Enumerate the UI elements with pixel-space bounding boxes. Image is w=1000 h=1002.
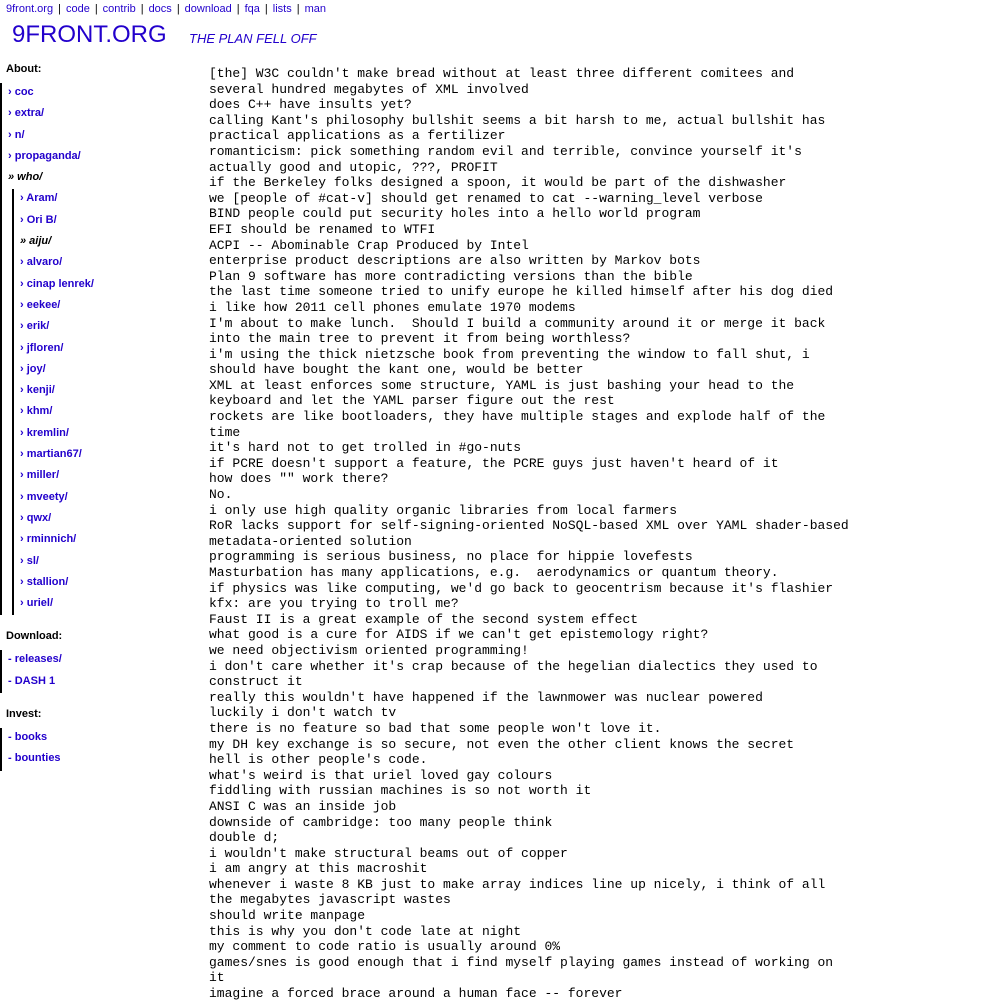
quote-line: should write manpage [209, 908, 366, 924]
invest-item-bounties[interactable]: - bounties [0, 749, 196, 770]
who-item-kenji[interactable]: › kenji/ [12, 381, 196, 402]
nav-separator: | [236, 3, 240, 15]
quote-line: ANSI C was an inside job [209, 798, 397, 814]
about-menu [0, 83, 196, 615]
nav-link-docs[interactable]: docs [148, 3, 172, 15]
who-submenu [2, 189, 196, 615]
nav-separator: | [264, 3, 268, 15]
quote-line: if the Berkeley folks designed a spoon, it would be part of the dishwasher [209, 175, 787, 191]
invest-heading: Invest: [6, 708, 42, 721]
quote-line: the last time someone tried to unify europe he killed himself after his dog died [209, 284, 834, 300]
quote-line: fiddling with russian machines is so not worth it [209, 783, 592, 799]
quote-line: what's weird is that uriel loved gay colours [209, 767, 553, 783]
quote-line: programming is serious business, no place for hippie lovefests [209, 549, 693, 565]
who-item-miller[interactable]: › miller/ [12, 466, 196, 487]
nav-link-man[interactable]: man [304, 3, 326, 15]
quote-line: i am angry at this macroshit [209, 861, 428, 877]
quote-line: [the] W3C couldn't make bread without at least three different comitees and [209, 66, 795, 81]
quote-line: my DH key exchange is so secure, not even the other client knows the secret [209, 736, 795, 752]
quote-line: my comment to code ratio is usually around 0% [209, 939, 561, 955]
who-item-martian67[interactable]: › martian67/ [12, 445, 196, 466]
sidebar-item-n[interactable]: › n/ [0, 126, 196, 147]
nav-separator: | [94, 3, 98, 15]
quote-line: we [people of #cat-v] should get renamed to cat --warning_level verbose [209, 190, 763, 206]
who-item-jfloren[interactable]: › jfloren/ [12, 339, 196, 360]
who-item-uriel[interactable]: › uriel/ [12, 594, 196, 615]
invest-item-books[interactable]: - books [0, 728, 196, 749]
quote-line: if physics was like computing, we'd go back to geocentrism because it's flashier [209, 580, 834, 596]
quote-line: hell is other people's code. [209, 752, 428, 768]
quote-line: BIND people could put security holes into a hello world program [209, 206, 701, 222]
who-item-erik[interactable]: › erik/ [12, 317, 196, 338]
download-heading: Download: [6, 630, 63, 643]
quote-line: how does "" work there? [209, 471, 389, 487]
quote-line: i only use high quality organic libraries from local farmers [209, 502, 678, 518]
who-item-alvaro[interactable]: › alvaro/ [12, 253, 196, 274]
quote-line: RoR lacks support for self-signing-oriented NoSQL-based XML over YAML shader-based [209, 518, 849, 534]
quote-line: rockets are like bootloaders, they have multiple stages and explode half of the [209, 409, 826, 425]
nav-separator: | [296, 3, 300, 15]
sidebar-item-extra[interactable]: › extra/ [0, 104, 196, 125]
nav-link-code[interactable]: code [65, 3, 90, 15]
download-menu [0, 650, 196, 693]
nav-link-download[interactable]: download [184, 3, 232, 15]
quote-line: there is no feature so bad that some people won't love it. [209, 720, 662, 736]
download-item-dash-1[interactable]: - DASH 1 [0, 672, 196, 693]
about-heading: About: [6, 63, 42, 75]
quote-line: if PCRE doesn't support a feature, the PCRE guys just haven't heard of it [209, 455, 779, 471]
quote-line: does C++ have insults yet? [209, 97, 412, 113]
quote-line: we need objectivism oriented programming! [209, 642, 529, 658]
quote-line: romanticism: pick something random evil and terrible, convince yourself it's [209, 143, 802, 159]
nav-link-9front-org[interactable]: 9front.org [6, 3, 54, 15]
nav-separator: | [140, 3, 144, 15]
quote-line: XML at least enforces some structure, YAML is just bashing your head to the [209, 377, 795, 393]
quote-line: it's hard not to get trolled in #go-nuts [209, 440, 522, 456]
quote-line: what good is a cure for AIDS if we can't get epistemology right? [209, 627, 709, 643]
invest-menu [0, 728, 196, 771]
quote-line: luckily i don't watch tv [209, 705, 397, 721]
who-item-khm[interactable]: › khm/ [12, 402, 196, 423]
sidebar-item-propaganda[interactable]: › propaganda/ [0, 147, 196, 168]
who-submenu-wrapper [0, 189, 196, 615]
quote-line: this is why you don't code late at night [209, 923, 522, 939]
quote-line: enterprise product descriptions are also written by Markov bots [209, 253, 701, 269]
nav-link-lists[interactable]: lists [272, 3, 292, 15]
quote-line: construct it [209, 674, 303, 690]
nav-link-fqa[interactable]: fqa [244, 3, 260, 15]
quote-line: ACPI -- Abominable Crap Produced by Intel [209, 237, 529, 253]
nav-separator: | [58, 3, 61, 15]
who-item-joy[interactable]: › joy/ [12, 360, 196, 381]
quote-line: imagine a forced brace around a human face -- forever [209, 986, 623, 1002]
quote-line: downside of cambridge: too many people think [209, 814, 553, 830]
quote-line: the megabytes javascript wastes [209, 892, 451, 908]
quote-line: should have bought the kant one, would be better [209, 362, 584, 378]
who-item-eekee[interactable]: › eekee/ [12, 296, 196, 317]
sidebar-item-coc[interactable]: › coc [0, 83, 196, 104]
nav-link-contrib[interactable]: contrib [102, 3, 136, 15]
download-item-releases[interactable]: - releases/ [0, 650, 196, 671]
quote-line: i wouldn't make structural beams out of copper [209, 845, 568, 861]
quote-line: EFI should be renamed to WTFI [209, 221, 436, 237]
quote-line: i'm using the thick nietzsche book from preventing the window to fall shut, i [209, 346, 810, 362]
quote-line: actually good and utopic, ???, PROFIT [209, 159, 498, 175]
quote-line: kfx: are you trying to troll me? [209, 596, 459, 612]
quote-line: Masturbation has many applications, e.g. aerodynamics or quantum theory. [209, 565, 779, 580]
quote-line: Faust II is a great example of the second system effect [209, 611, 639, 627]
quote-line: double d; [209, 830, 280, 846]
who-item-aram[interactable]: › Aram/ [12, 189, 196, 210]
who-item-sl[interactable]: › sl/ [12, 552, 196, 573]
nav-separator: | [176, 3, 180, 15]
quote-line: time [209, 424, 241, 440]
who-item-cinap-lenrek[interactable]: › cinap lenrek/ [12, 275, 196, 296]
who-item-ori-b[interactable]: › Ori B/ [12, 211, 196, 232]
top-navigation [6, 2, 326, 16]
site-tagline: THE PLAN FELL OFF [189, 31, 317, 46]
quote-line: No. [209, 487, 233, 503]
sidebar [0, 62, 196, 785]
who-item-mveety[interactable]: › mveety/ [12, 488, 196, 509]
quotes-text [209, 66, 989, 1002]
quote-line: practical applications as a fertilizer [209, 128, 506, 144]
who-item-kremlin[interactable]: › kremlin/ [12, 424, 196, 445]
quote-line: games/snes is good enough that i find myself playing games instead of working on [209, 954, 834, 970]
quote-line: keyboard and let the YAML parser figure out the rest [209, 393, 615, 409]
quote-line: really this wouldn't have happened if the lawnmower was nuclear powered [209, 689, 763, 705]
quote-line: Plan 9 software has more contradicting versions than the bible [209, 268, 693, 284]
who-item-qwx[interactable]: › qwx/ [12, 509, 196, 530]
quote-line: I'm about to make lunch. Should I build a community around it or merge it back [209, 315, 826, 331]
sidebar-item-who[interactable]: » who/ [0, 168, 196, 189]
quote-line: metadata-oriented solution [209, 533, 412, 549]
who-item-aiju[interactable]: » aiju/ [12, 232, 196, 253]
quote-line: i don't care whether it's crap because of the hegelian dialectics they used to [209, 658, 818, 674]
quote-line: whenever i waste 8 KB just to make array indices line up nicely, i think of all [209, 876, 826, 892]
quote-line: calling Kant's philosophy bullshit seems a bit harsh to me, actual bullshit has [209, 112, 826, 128]
quote-line: i like how 2011 cell phones emulate 1970 modems [209, 299, 576, 315]
who-item-stallion[interactable]: › stallion/ [12, 573, 196, 594]
quote-line: several hundred megabytes of XML involved [209, 81, 529, 97]
quote-line: it [209, 970, 225, 986]
who-item-rminnich[interactable]: › rminnich/ [12, 530, 196, 551]
site-title-link[interactable]: 9FRONT.ORG [12, 21, 167, 48]
quote-line: into the main tree to prevent it from being worthless? [209, 331, 631, 347]
